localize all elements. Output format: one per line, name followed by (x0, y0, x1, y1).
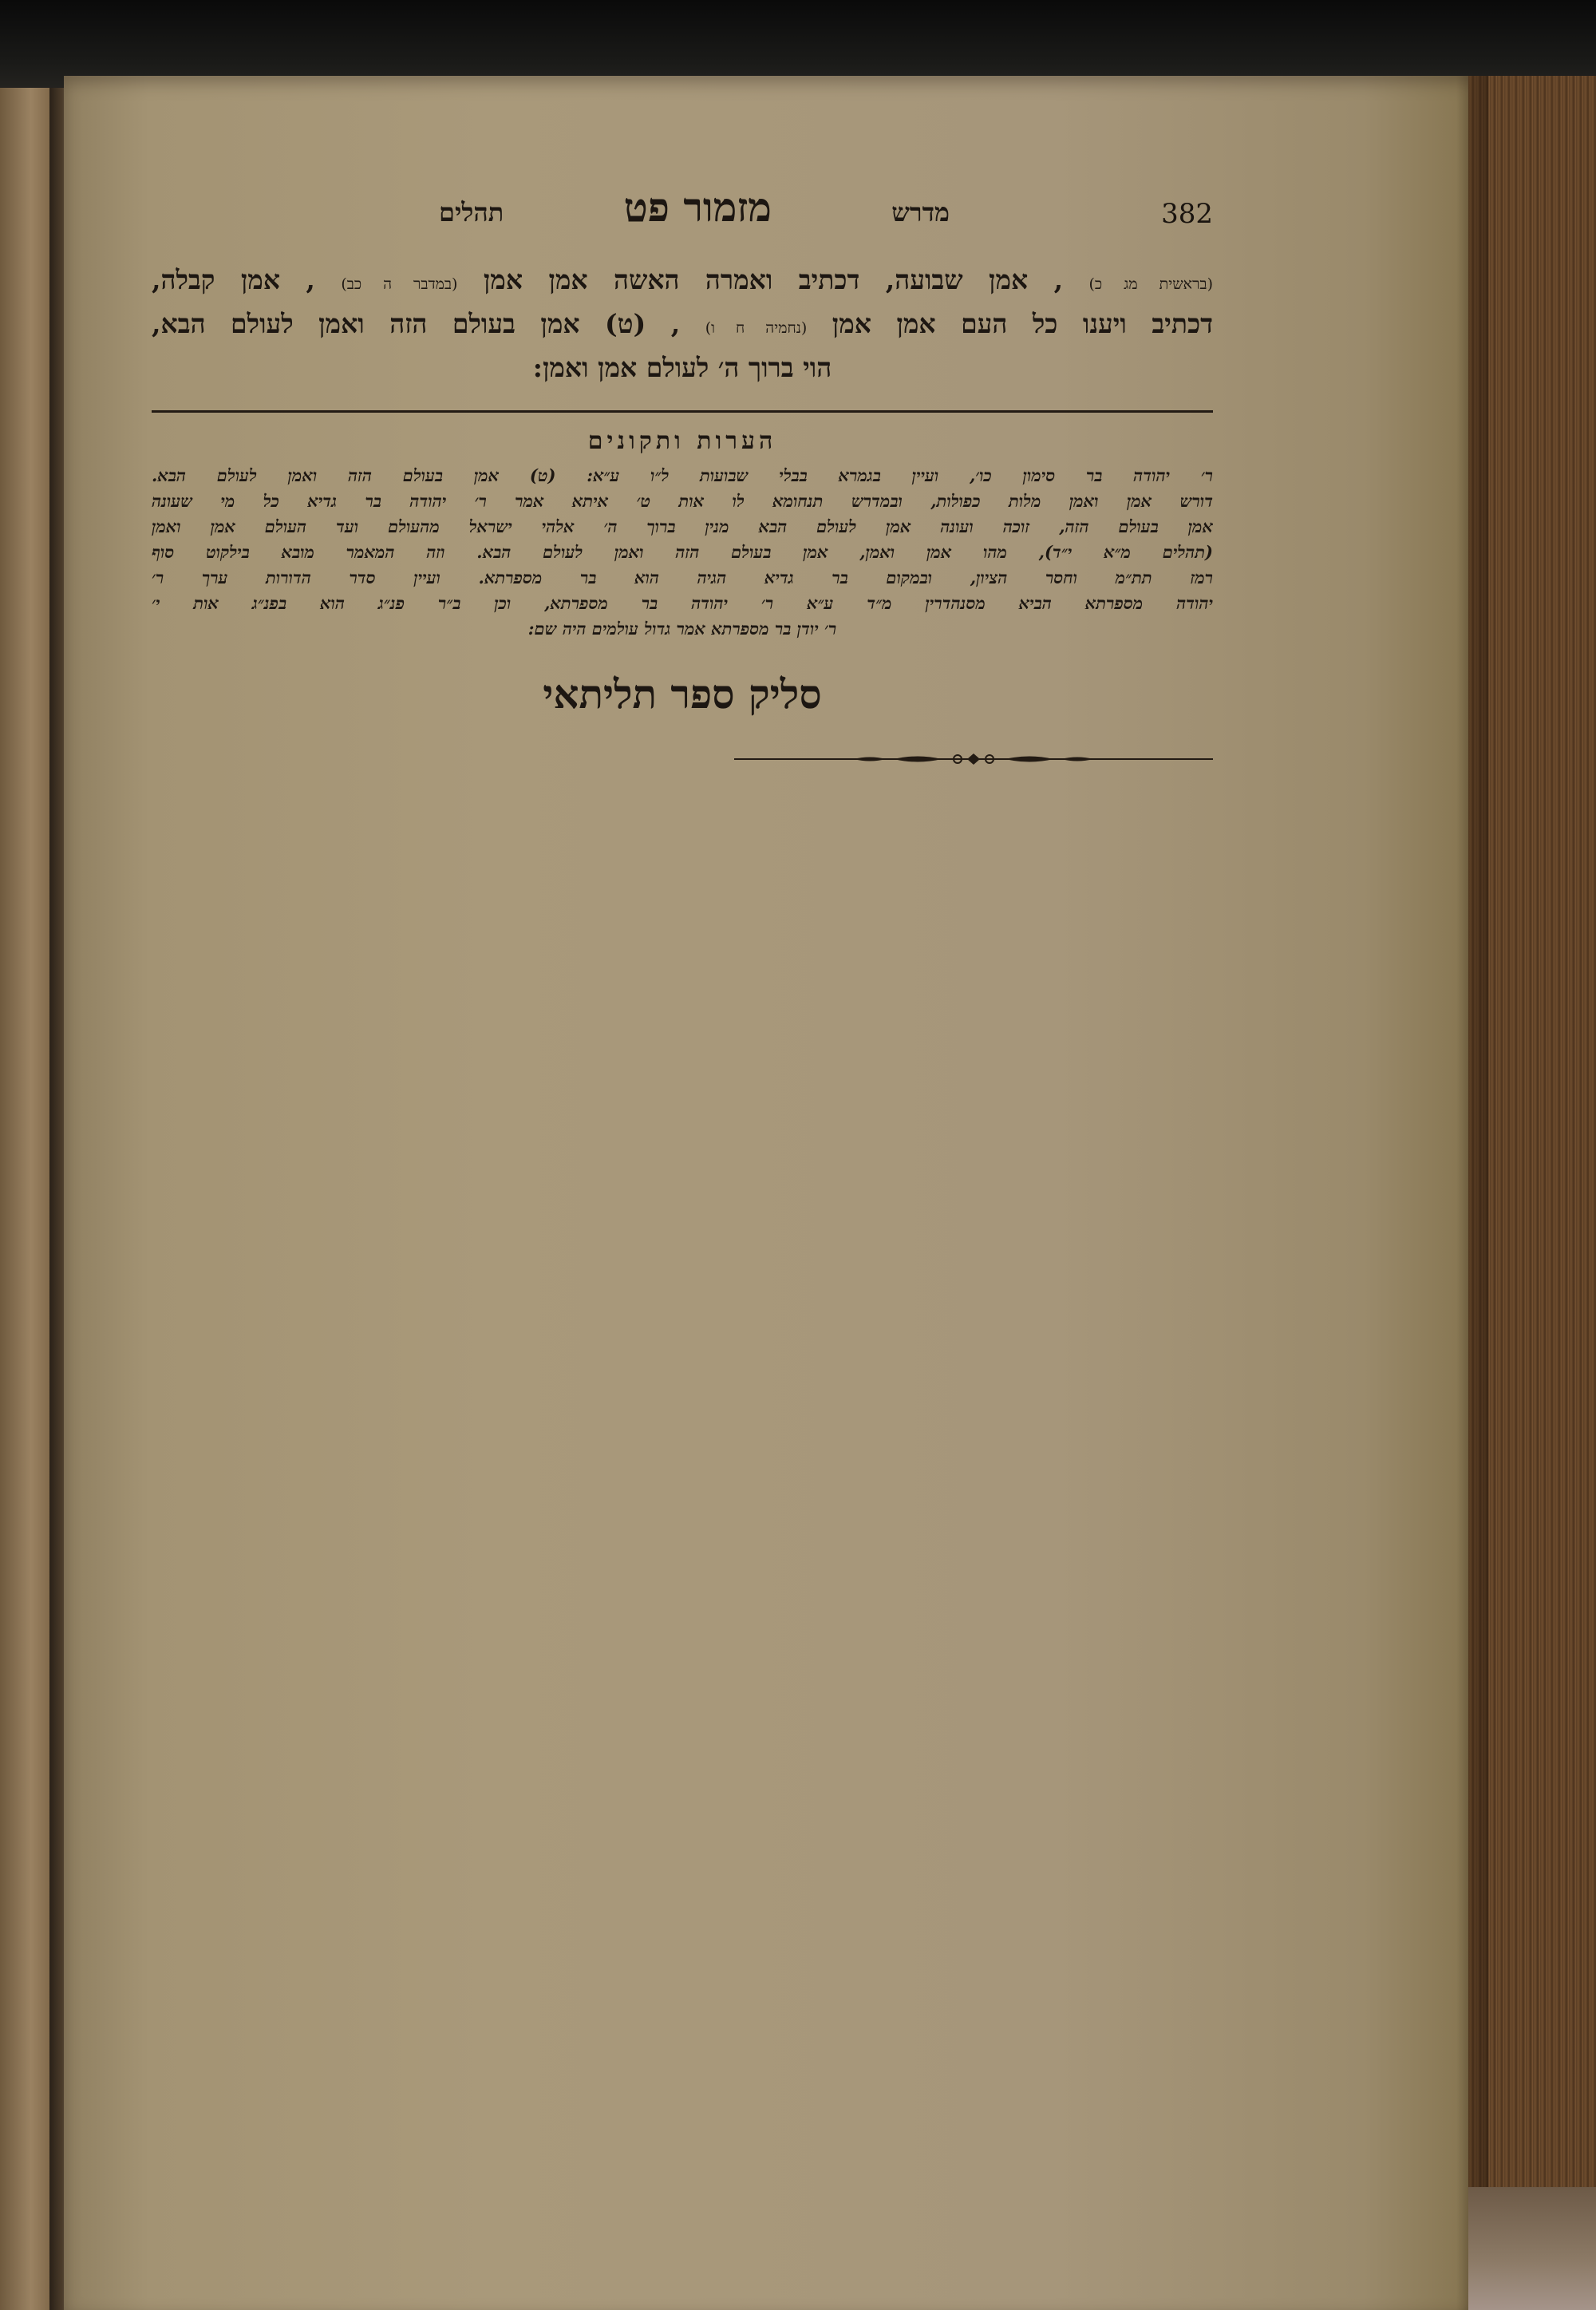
main-text-line (152, 348, 1213, 388)
note-line: (תהלים מ״א י״ד), מהו אמן ואמן, אמן בעולם הזה ואמן לעולם הבא. וזה המאמר מובא בילקוט סוף (152, 542, 1213, 562)
main-text-line (152, 260, 1213, 304)
previous-page-edge (0, 88, 56, 2310)
main-text-segment: , אמן שבועה, דכתיב ואמרה האשה אמן אמן (483, 264, 1064, 295)
notes-section (152, 463, 1213, 642)
note-line: דורש אמן ואמן מלות כפולות, ובמדרש תנחומא לו אות ט׳ איתא אמר ר׳ יהודה בר גדיא כל מי שעונה (152, 491, 1213, 511)
page-text-block (152, 184, 1213, 770)
main-text (152, 260, 1213, 388)
scripture-reference: (בראשית מג כ) (1088, 275, 1213, 293)
note-line: אמן בעולם הזה, זוכה ועונה אמן לעולם הבא מנין ברוך ה׳ אלהי ישראל מהעולם ועד העולם אמן ואמן (152, 516, 1213, 536)
note-line: ר׳ יודן בר מספרתא אמר גדול עולמים היה שם: (527, 619, 837, 639)
main-text-segment: דכתיב ויענו כל העם אמן אמן (832, 308, 1213, 339)
section-divider-rule (152, 410, 1213, 413)
note-line: יהודה מספרתא הביא מסנהדרין מ״ד ע״א ר׳ יהודה בר מספרתא, וכן ב״ר פנ״ג הוא בפנ״ג אות י׳ (152, 593, 1213, 613)
notes-title: הערות ותקונים (587, 427, 777, 455)
scripture-reference: (נחמיה ח ו) (705, 319, 808, 337)
closing-colophon: סליק ספר תליתאי (543, 670, 822, 718)
page-number: 382 (1161, 198, 1213, 230)
running-head-psalm: מזמור פט (623, 184, 772, 231)
page-header (152, 184, 1213, 239)
main-text-segment: , אמן קבלה, (152, 264, 315, 295)
main-text-segment: הוי ברוך ה׳ לעולם אמן ואמן: (532, 352, 832, 383)
ornamental-divider (734, 751, 1213, 767)
running-head (439, 184, 950, 231)
main-text-line (152, 304, 1213, 348)
fore-edge-bottom (1468, 2187, 1596, 2310)
fore-edge-shadow (1456, 76, 1488, 2310)
main-text-segment: , (ט) אמן בעולם הזה ואמן לעולם הבא, (152, 308, 681, 339)
scripture-reference: (במדבר ה כב) (341, 275, 458, 293)
note-line: ר׳ יהודה בר סימון כו׳, ועיין בגמרא בבלי שבועות ל״ו ע״א: (ט) אמן בעולם הזה ואמן לעולם הבא. (152, 465, 1213, 485)
running-head-section: תהלים (439, 197, 504, 227)
running-head-book: מדרש (891, 197, 950, 227)
note-line: רמז תת״מ וחסר הציון, ובמקום בר גדיא הגיה הוא בר מספרתא. ועיין סדר הדורות ערך ר׳ (152, 568, 1213, 587)
